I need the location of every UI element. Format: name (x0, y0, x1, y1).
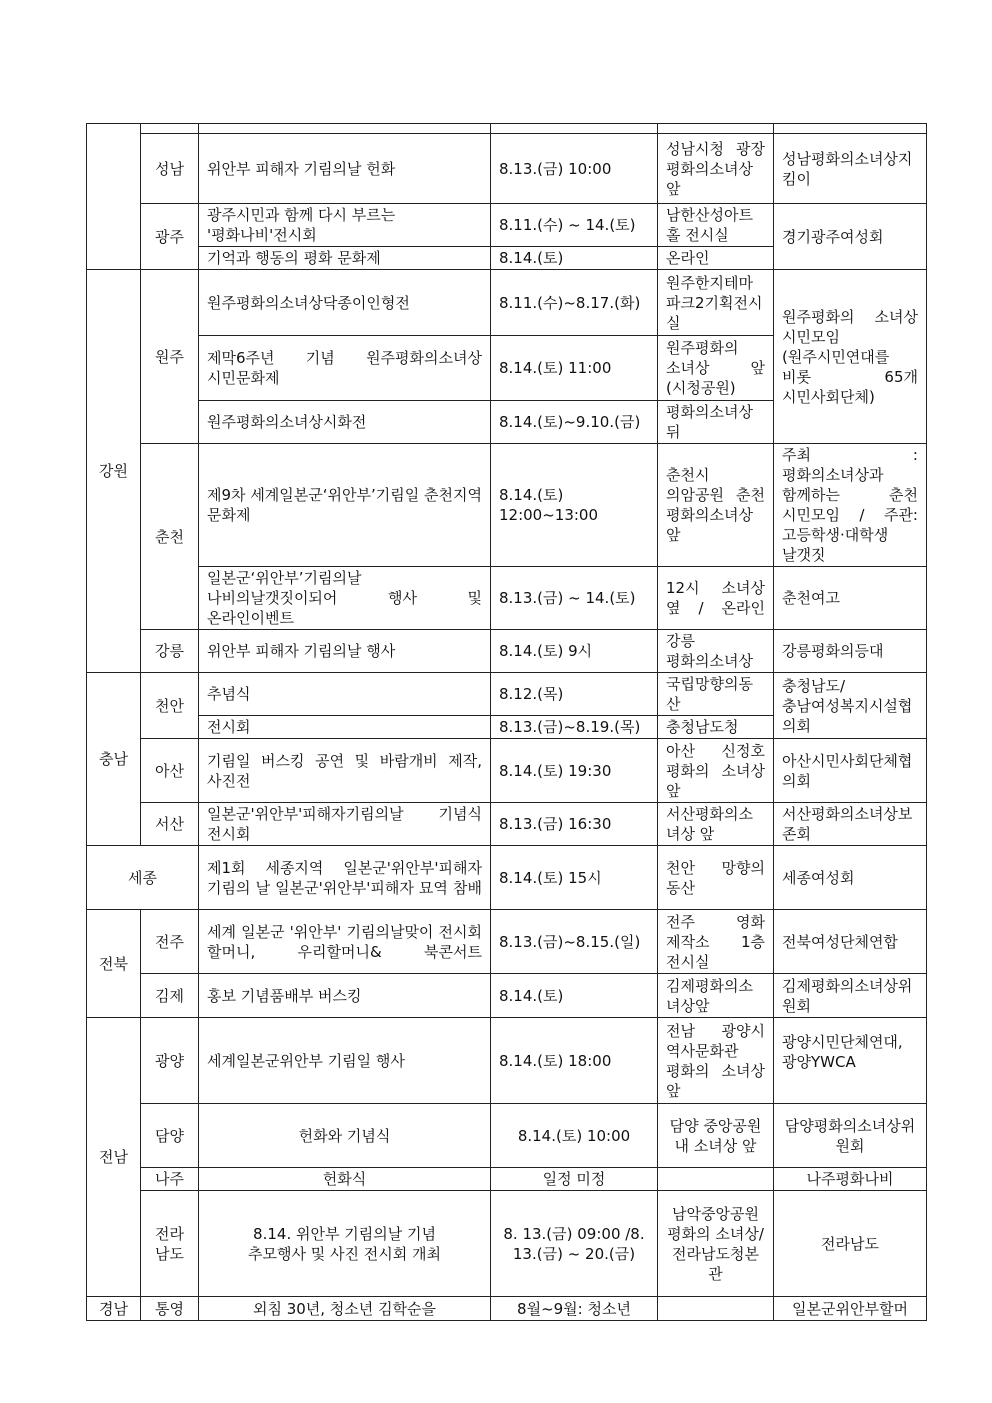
city-cell: 광주 (141, 204, 199, 270)
table-row (87, 1297, 927, 1321)
event-cell: 원주평화의소녀상닥종이인형전 (199, 270, 491, 336)
date-line: 8.14.(토) (499, 486, 564, 504)
place-cell: 김제평화의소녀상앞 (658, 974, 774, 1018)
place-cell (658, 124, 774, 134)
event-cell: 세계일본군위안부 기림일 행사 (199, 1018, 491, 1104)
table-row (87, 910, 927, 974)
host-cell: 원주평화의 소녀상 시민모임(원주시민연대를 비롯 65개 시민사회단체) (774, 270, 927, 444)
place-cell: 천안 망향의 동산 (658, 846, 774, 910)
table-row (87, 1018, 927, 1104)
event-cell: 8.14. 위안부 기림의날 기념 추모행사 및 사진 전시회 개최 (199, 1191, 491, 1297)
city-cell: 담양 (141, 1104, 199, 1168)
date-cell: 8.14.(토) (491, 247, 658, 270)
city-cell: 서산 (141, 803, 199, 846)
table-row (87, 803, 927, 846)
place-cell: 전주 영화 제작소 1층 전시실 (658, 910, 774, 974)
table-row (87, 974, 927, 1018)
event-cell (199, 124, 491, 134)
event-cell: 기림일 버스킹 공연 및 바람개비 제작, 사진전 (199, 739, 491, 803)
city-cell: 천안 (141, 673, 199, 739)
place-cell: 아산 신정호 평화의 소녀상 앞 (658, 739, 774, 803)
city-cell: 통영 (141, 1297, 199, 1321)
host-cell: 세종여성회 (774, 846, 927, 910)
event-cell: 세계 일본군 '위안부' 기림의날맞이 전시회 할머니, 우리할머니& 북콘서트 (199, 910, 491, 974)
host-cell: 충청남도/충남여성복지시설협의회 (774, 673, 927, 739)
event-schedule-table (86, 123, 927, 1321)
date-cell: 8.12.(목) (491, 673, 658, 716)
host-cell: 강릉평화의등대 (774, 630, 927, 673)
place-cell: 성남시청 광장 평화의소녀상 앞 (658, 134, 774, 204)
table-row (87, 124, 927, 134)
table-row (87, 1104, 927, 1168)
date-cell: 8.13.(금) ~ 14.(토) (491, 567, 658, 630)
date-cell: 8.11.(수)~8.17.(화) (491, 270, 658, 336)
city-cell: 아산 (141, 739, 199, 803)
event-cell: 외침 30년, 청소년 김학순을 (199, 1297, 491, 1321)
date-cell: 8월~9월: 청소년 (491, 1297, 658, 1321)
event-cell: 전시회 (199, 716, 491, 739)
date-cell: 8.13.(금)~8.19.(목) (491, 716, 658, 739)
date-cell: 8. 13.(금) 09:00 /8. 13.(금) ~ 20.(금) (491, 1191, 658, 1297)
place-cell: 12시 소녀상 옆 / 온라인 (658, 567, 774, 630)
host-cell: 주최 : 평화의소녀상과 함께하는 춘천 시민모임 / 주관: 고등학생·대학생 날갯짓 (774, 444, 927, 567)
city-cell: 나주 (141, 1168, 199, 1191)
table-row (87, 673, 927, 716)
place-cell: 강릉 평화의소녀상 (658, 630, 774, 673)
region-cell (87, 124, 141, 270)
place-cell: 충청남도청 (658, 716, 774, 739)
host-cell: 담양평화의소녀상위원회 (774, 1104, 927, 1168)
region-cell: 전남 (87, 1018, 141, 1297)
city-cell: 전라남도 (141, 1191, 199, 1297)
date-cell (491, 124, 658, 134)
event-cell: 제막6주년 기념 원주평화의소녀상 시민문화제 (199, 336, 491, 401)
date-cell: 일정 미정 (491, 1168, 658, 1191)
table-row (87, 134, 927, 204)
table-row (87, 1191, 927, 1297)
table-row (87, 204, 927, 247)
city-cell: 원주 (141, 270, 199, 444)
table-row (87, 630, 927, 673)
host-cell: 아산시민사회단체협의회 (774, 739, 927, 803)
place-cell: 원주평화의 소녀상 앞(시청공원) (658, 336, 774, 401)
host-cell (774, 124, 927, 134)
city-cell (141, 124, 199, 134)
region-cell: 경남 (87, 1297, 141, 1321)
host-cell: 서산평화의소녀상보존회 (774, 803, 927, 846)
time-line: 12:00~13:00 (499, 506, 599, 524)
region-cell: 전북 (87, 910, 141, 1018)
event-cell: 헌화와 기념식 (199, 1104, 491, 1168)
city-cell: 김제 (141, 974, 199, 1018)
event-cell: 일본군'위안부'피해자기림의날 기념식 전시회 (199, 803, 491, 846)
place-cell: 담양 중앙공원 내 소녀상 앞 (658, 1104, 774, 1168)
city-cell: 강릉 (141, 630, 199, 673)
host-cell: 김제평화의소녀상위원회 (774, 974, 927, 1018)
event-cell: 추념식 (199, 673, 491, 716)
place-cell: 춘천시 의암공원 춘천 평화의소녀상 앞 (658, 444, 774, 567)
city-cell: 성남 (141, 134, 199, 204)
place-cell (658, 1297, 774, 1321)
date-cell: 8.14.(토)~9.10.(금) (491, 401, 658, 444)
host-cell: 성남평화의소녀상지킴이 (774, 134, 927, 204)
event-cell: 헌화식 (199, 1168, 491, 1191)
region-cell: 충남 (87, 673, 141, 846)
place-cell: 국립망향의동산 (658, 673, 774, 716)
table-row (87, 270, 927, 336)
host-cell: 전라남도 (774, 1191, 927, 1297)
region-cell: 세종 (87, 846, 199, 910)
place-cell: 온라인 (658, 247, 774, 270)
event-cell: 일본군‘위안부’기림의날 나비의날갯짓이되어 행사 및 온라인이벤트 (199, 567, 491, 630)
date-cell: 8.14.(토) 19:30 (491, 739, 658, 803)
host-cell: 전북여성단체연합 (774, 910, 927, 974)
date-cell: 8.13.(금)~8.15.(일) (491, 910, 658, 974)
place-cell (658, 1168, 774, 1191)
date-cell: 8.13.(금) 16:30 (491, 803, 658, 846)
date-cell: 8.14.(토) 15시 (491, 846, 658, 910)
host-cell: 광양시민단체연대, 광양YWCA (774, 1018, 927, 1104)
event-cell: 위안부 피해자 기림의날 행사 (199, 630, 491, 673)
host-cell: 경기광주여성회 (774, 204, 927, 270)
event-cell: 제9차 세계일본군‘위안부’기림일 춘천지역 문화제 (199, 444, 491, 567)
table-row (87, 567, 927, 630)
region-cell: 강원 (87, 270, 141, 673)
place-cell: 평화의소녀상뒤 (658, 401, 774, 444)
event-cell: 홍보 기념품배부 버스킹 (199, 974, 491, 1018)
date-cell: 8.14.(토) 18:00 (491, 1018, 658, 1104)
place-cell: 원주한지테마파크2기획전시실 (658, 270, 774, 336)
place-cell: 전남 광양시 역사문화관 평화의 소녀상 앞 (658, 1018, 774, 1104)
city-cell: 춘천 (141, 444, 199, 630)
date-cell: 8.13.(금) 10:00 (491, 134, 658, 204)
place-cell: 남한산성아트홀 전시실 (658, 204, 774, 247)
date-cell (491, 444, 658, 567)
event-cell: 제1회 세종지역 일본군'위안부'피해자 기림의 날 일본군'위안부'피해자 묘역 참배 (199, 846, 491, 910)
host-cell: 일본군위안부할머 (774, 1297, 927, 1321)
event-cell: 위안부 피해자 기림의날 헌화 (199, 134, 491, 204)
date-cell: 8.14.(토) 9시 (491, 630, 658, 673)
date-cell: 8.11.(수) ~ 14.(토) (491, 204, 658, 247)
place-cell: 남악중앙공원 평화의 소녀상/ 전라남도청본관 (658, 1191, 774, 1297)
table-row (87, 846, 927, 910)
date-cell: 8.14.(토) 10:00 (491, 1104, 658, 1168)
host-cell: 춘천여고 (774, 567, 927, 630)
event-cell: 광주시민과 함께 다시 부르는 '평화나비'전시회 (199, 204, 491, 247)
table-row (87, 444, 927, 567)
place-cell: 서산평화의소녀상 앞 (658, 803, 774, 846)
table-row (87, 1168, 927, 1191)
table-row (87, 739, 927, 803)
event-cell: 원주평화의소녀상시화전 (199, 401, 491, 444)
date-cell: 8.14.(토) 11:00 (491, 336, 658, 401)
event-cell: 기억과 행동의 평화 문화제 (199, 247, 491, 270)
city-cell: 광양 (141, 1018, 199, 1104)
host-cell: 나주평화나비 (774, 1168, 927, 1191)
city-cell: 전주 (141, 910, 199, 974)
date-cell: 8.14.(토) (491, 974, 658, 1018)
